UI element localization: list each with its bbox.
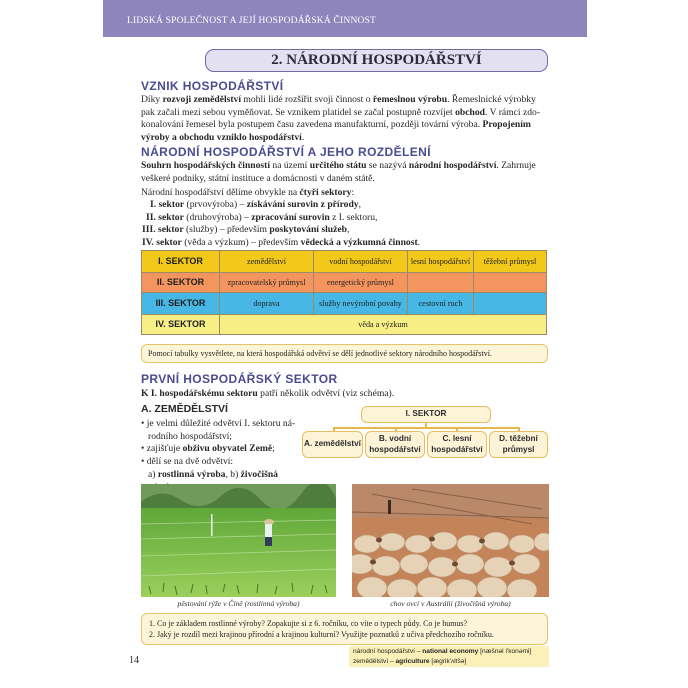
table-cell: lesní hospodářství xyxy=(408,251,474,273)
schema-child-vodni xyxy=(365,431,425,458)
schema-label: B. vodní xyxy=(378,434,412,443)
text-line: pak začali mezi sebou vyměňovat. Se vznikem platidel se začal postupně rozvíjet obchod. V rámci zdo- xyxy=(141,106,541,118)
table-cell: energetický průmysl xyxy=(314,273,408,293)
table-row xyxy=(142,251,547,273)
text-line: Národní hospodářství dělíme obvykle na čtyři sektory: xyxy=(141,187,355,199)
chapter-header-bar xyxy=(103,0,587,37)
schema-label: průmysl xyxy=(502,445,535,454)
sector-list-item: I. sektor (prvovýroba) – získávání surovin z přírody, xyxy=(150,199,362,210)
schema-label: hospodářství xyxy=(431,445,483,454)
page-number: 14 xyxy=(129,655,139,666)
table-row xyxy=(142,293,547,315)
schema-child-tezebni xyxy=(489,431,548,458)
section-heading-narodni: NÁRODNÍ HOSPODÁŘSTVÍ A JEHO ROZDĚLENÍ xyxy=(141,145,431,159)
bullet-line: • je velmi důležité odvětví I. sektoru ná- xyxy=(141,418,296,429)
schema-connector xyxy=(333,427,519,429)
page-title: 2. NÁRODNÍ HOSPODÁŘSTVÍ xyxy=(205,49,548,72)
rice-field-photo xyxy=(141,484,336,597)
section2-paragraph xyxy=(141,160,551,200)
table-cell-sector-label: IV. SEKTOR xyxy=(142,315,220,335)
text-line: Díky rozvoji zemědělství mohli lidé rozšířit svoji činnost o řemeslnou výrobu. Řemeslnické výrobky xyxy=(141,94,536,105)
bullet-line: • dělí se na dvě odvětví: xyxy=(141,456,234,468)
sheep-illustration xyxy=(352,484,549,597)
schema-root-box: I. SEKTOR xyxy=(361,406,491,423)
rice-field-illustration xyxy=(141,484,336,597)
schema-label: C. lesní xyxy=(442,434,472,443)
table-cell: vodní hospodářství xyxy=(314,251,408,273)
sheep-photo-caption: chov ovcí v Austrálii (živočišná výroba) xyxy=(390,599,511,608)
sector-list-item: IV. sektor (věda a výzkum) – především vědecká a výzkumná činnost. xyxy=(142,237,421,249)
table-cell: doprava xyxy=(220,293,314,315)
text-line: veškeré podniky, státní instituce a domácnosti v daném státě. xyxy=(141,172,375,184)
table-cell-sector-label: II. SEKTOR xyxy=(142,273,220,293)
sector-list xyxy=(141,199,551,250)
section1-paragraph xyxy=(141,94,551,145)
schema-child-zemedelstvi: A. zemědělství xyxy=(302,431,363,458)
table-cell: zemědělství xyxy=(220,251,314,273)
table-cell-sector-label: I. SEKTOR xyxy=(142,251,220,273)
glossary-line: zemědělství – agriculture [ægrik'ʌltšə] xyxy=(353,657,467,665)
bullet-line: rodního hospodářství; xyxy=(148,430,232,442)
table-cell-sector-label: III. SEKTOR xyxy=(142,293,220,315)
schema-child-lesni xyxy=(427,431,487,458)
bullet-line: a) rostlinná výroba, b) živočišná xyxy=(148,468,278,480)
table-cell: služby nevýrobní povahy xyxy=(314,293,408,315)
glossary-box xyxy=(349,646,549,667)
table-row xyxy=(142,315,547,335)
text-line: konalování řemesel byla postupem času zavedena manufakturní, později tovární výroba. Propojením xyxy=(141,119,531,131)
section-heading-vznik: VZNIK HOSPODÁŘSTVÍ xyxy=(141,79,284,93)
table-row xyxy=(142,273,547,293)
task-note: Pomocí tabulky vysvětlete, na která hospodářská odvětví se dělí jednotlivé sektory národního hospodářství. xyxy=(141,344,548,363)
bullet-line: • zajišťuje obživu obyvatel Země; xyxy=(141,443,275,455)
schema-label: D. těžební xyxy=(499,434,538,443)
table-cell: zpracovatelský průmysl xyxy=(220,273,314,293)
chapter-header-text: LIDSKÁ SPOLEČNOST A JEJÍ HOSPODÁŘSKÁ ČINNOST xyxy=(127,16,377,26)
schema-label: hospodářství xyxy=(369,445,421,454)
text-line: výroby a obchodu vzniklo hospodářství. xyxy=(141,132,305,144)
text-line: Souhrn hospodářských činností na území určitého státu se nazývá národní hospodářství. Zahrnuje xyxy=(141,160,536,171)
section3-intro: K I. hospodářskému sektoru patří několik odvětví (viz schéma). xyxy=(141,388,395,399)
subheading-zemedelstvi: A. ZEMĚDĚLSTVÍ xyxy=(141,403,228,415)
sector-list-item: II. sektor (druhovýroba) – zpracování surovin z I. sektoru, xyxy=(146,211,378,223)
question-2: 2. Jaký je rozdíl mezi krajinou přírodní a krajinou kulturní? Využijte poznatků z učiva předchozího ročníku. xyxy=(149,630,494,639)
question-1: 1. Co je základem rostlinné výroby? Zopakujte si z 6. ročníku, co víte o typech půdy. Co je humus? xyxy=(149,619,468,628)
table-cell: těžební průmysl xyxy=(474,251,547,273)
table-cell: cestovní ruch xyxy=(408,293,474,315)
section-heading-prvni-sektor: PRVNÍ HOSPODÁŘSKÝ SEKTOR xyxy=(141,372,338,386)
table-cell xyxy=(474,273,547,293)
glossary-line: národní hospodářství – national economy [næšnəl i'konəmi] xyxy=(353,648,532,655)
table-cell: věda a výzkum xyxy=(220,315,547,335)
table-cell xyxy=(474,293,547,315)
questions-box xyxy=(141,613,548,645)
rice-photo-caption: pěstování rýže v Číně (rostlinná výroba) xyxy=(177,599,300,608)
sheep-farm-photo xyxy=(352,484,549,597)
table-cell xyxy=(408,273,474,293)
zemedelstvi-bullets xyxy=(141,418,311,494)
sectors-table xyxy=(141,250,547,335)
sector-list-item: III. sektor (služby) – především poskytování služeb, xyxy=(142,224,350,236)
